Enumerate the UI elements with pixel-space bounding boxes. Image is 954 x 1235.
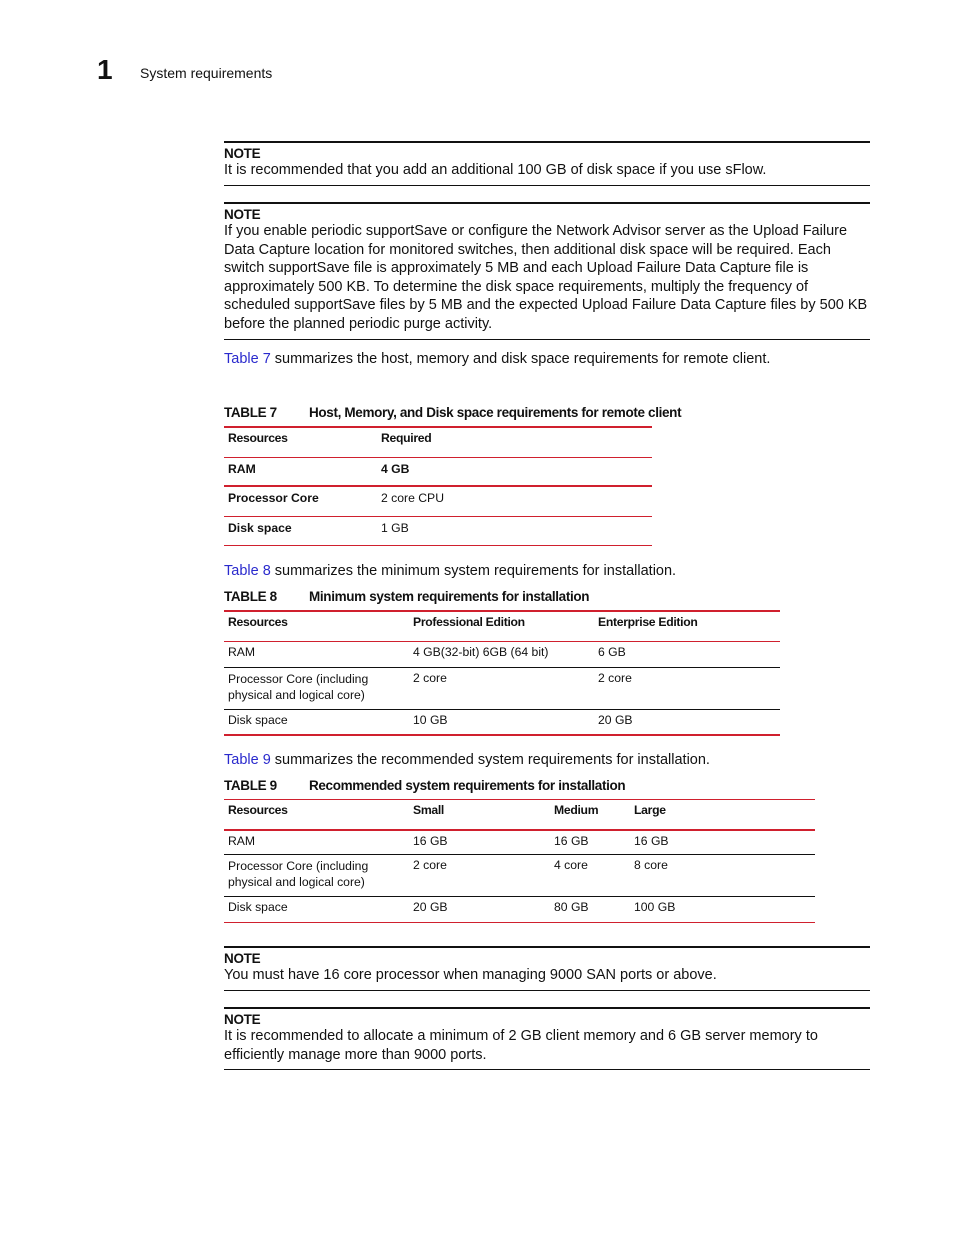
table-row <box>224 855 815 897</box>
note-text <box>224 1027 870 1064</box>
table-row <box>224 709 780 735</box>
chapter-title: System requirements <box>140 65 273 81</box>
note-supportsave <box>224 202 870 340</box>
table9-intro <box>224 752 710 768</box>
table-cell: 20 GB <box>598 712 633 727</box>
note-line: You must have 16 core processor when managing 9000 SAN ports or above. <box>224 967 717 983</box>
cell-line: Processor Core (including <box>228 859 369 873</box>
note-label: NOTE <box>224 207 261 222</box>
table-cell: RAM <box>228 644 256 659</box>
table-header-row <box>224 611 780 641</box>
table-cell: Processor Core <box>228 491 319 505</box>
table-cell: 2 core <box>413 670 447 685</box>
table-cell: RAM <box>228 833 256 848</box>
table-cell: Disk space <box>228 520 292 535</box>
table8-intro <box>224 563 676 579</box>
cell-line: physical and logical core) <box>228 687 365 702</box>
table-number: TABLE 7 <box>224 405 277 420</box>
table-header-row <box>224 800 815 830</box>
table-header-row <box>224 427 652 457</box>
header-cell: Enterprise Edition <box>598 615 698 629</box>
note-line: switch supportSave file is approximately 5 MB and each Upload Failure Data Capture file is <box>224 260 809 277</box>
note-text <box>224 161 870 180</box>
table-cell: Disk space <box>228 712 288 727</box>
table-cell: Disk space <box>228 900 288 914</box>
table-cell: 16 GB <box>413 833 448 848</box>
header-cell: Resources <box>228 615 288 629</box>
note-label: NOTE <box>224 1012 261 1027</box>
header-cell: Large <box>634 803 666 817</box>
table9 <box>224 799 815 923</box>
table-title: Recommended system requirements for installation <box>309 778 626 793</box>
table-cell: 1 GB <box>381 520 409 535</box>
note-line: If you enable periodic supportSave or configure the Network Advisor server as the Upload Failure <box>224 223 848 239</box>
table-cell: 2 core CPU <box>381 491 444 505</box>
table-row <box>224 486 652 516</box>
header-cell: Resources <box>228 431 288 445</box>
note-line: It is recommended that you add an additional 100 GB of disk space if you use sFlow. <box>224 162 767 178</box>
table-cell: 6 GB <box>598 644 626 659</box>
table7 <box>224 426 652 546</box>
table-cell <box>224 855 409 897</box>
table-cell: RAM <box>228 461 256 476</box>
table-cell: 4 GB(32-bit) 6GB (64 bit) <box>413 644 549 659</box>
note-line: It is recommended to allocate a minimum of 2 GB client memory and 6 GB server memory to <box>224 1028 818 1044</box>
table-cell: 10 GB <box>413 712 448 727</box>
table-title: Minimum system requirements for installation <box>309 589 590 604</box>
table-row <box>224 830 815 855</box>
table-row <box>224 516 652 545</box>
table-cell <box>224 667 409 709</box>
table-cell: 4 GB <box>381 461 410 476</box>
chapter-number: 1 <box>97 54 113 85</box>
table7-caption <box>224 405 681 420</box>
note-san-ports <box>224 946 870 991</box>
table-row <box>224 457 652 486</box>
note-memory <box>224 1007 870 1070</box>
table-cell: 80 GB <box>554 900 589 914</box>
table-cell: 16 GB <box>554 833 589 848</box>
note-line: approximately 500 KB. To determine the disk space requirements, multiply the frequency of <box>224 278 809 295</box>
cell-line: Processor Core (including <box>228 671 369 686</box>
note-sflow <box>224 141 870 186</box>
intro-text: summarizes the recommended system requirements for installation. <box>270 752 710 768</box>
header-cell: Professional Edition <box>413 615 525 629</box>
header-cell: Small <box>413 803 445 817</box>
table9-caption <box>224 778 625 793</box>
note-text <box>224 222 870 334</box>
header-cell: Resources <box>228 803 288 817</box>
cell-line: physical and logical core) <box>228 875 365 889</box>
note-line: before the planned periodic purge activity. <box>224 315 493 332</box>
table9-link[interactable]: Table 9 <box>224 752 271 768</box>
table8 <box>224 610 780 736</box>
table-row <box>224 897 815 923</box>
intro-text: summarizes the minimum system requirements for installation. <box>270 563 677 579</box>
note-line: efficiently manage more than 9000 ports. <box>224 1046 487 1063</box>
intro-text: summarizes the host, memory and disk space requirements for remote client. <box>270 351 771 367</box>
table8-caption <box>224 589 589 604</box>
table-cell: 100 GB <box>634 900 676 914</box>
note-label: NOTE <box>224 146 261 161</box>
table-row <box>224 667 780 709</box>
table-number: TABLE 9 <box>224 778 277 793</box>
table8-link[interactable]: Table 8 <box>224 563 271 579</box>
note-text <box>224 966 870 985</box>
note-line: Data Capture location for monitored switches, then additional disk space will be required. Each <box>224 241 831 258</box>
note-line: scheduled supportSave files by 5 MB and the expected Upload Failure Data Capture files by 500 KB <box>224 297 868 314</box>
table-cell: 4 core <box>554 858 588 872</box>
table-cell: 20 GB <box>413 900 448 914</box>
table-cell: 16 GB <box>634 833 669 848</box>
table7-link[interactable]: Table 7 <box>224 351 271 367</box>
table7-intro <box>224 351 770 367</box>
table-title: Host, Memory, and Disk space requirements for remote client <box>309 405 682 420</box>
table-number: TABLE 8 <box>224 589 277 604</box>
table-cell: 2 core <box>413 858 447 872</box>
table-cell: 2 core <box>598 670 632 685</box>
table-cell: 8 core <box>634 858 668 872</box>
table-row <box>224 641 780 667</box>
header-cell: Medium <box>554 803 599 817</box>
header-cell: Required <box>381 431 432 445</box>
note-label: NOTE <box>224 951 261 966</box>
